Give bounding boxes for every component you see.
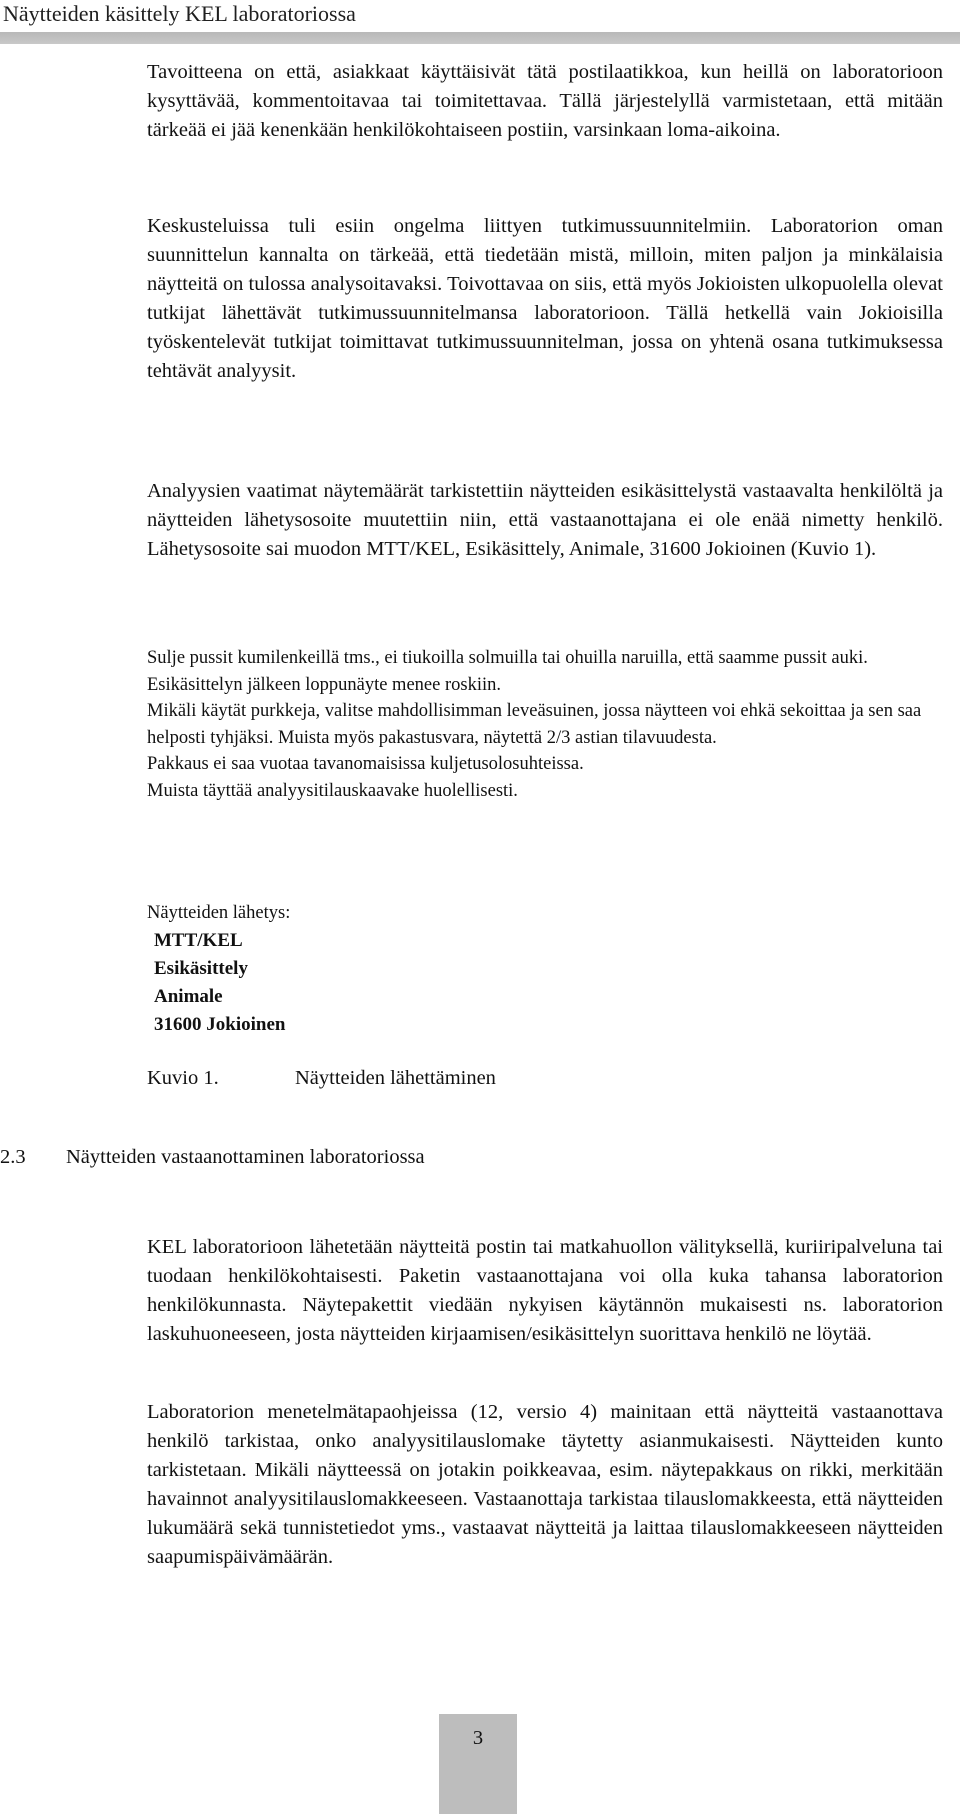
paragraph-reception-checks: Laboratorion menetelmätapaohjeissa (12, versio 4) mainitaan että näytteitä vastaanottava henkilö tarkistaa, onko analyysitilauslomake täytetty asianmukaisesti. Näytteiden kunto tarkistetaan. Mikäli näytteessä on jotakin poikkeavaa, esim. näytepakkaus on rikki, merkitään havainnot analyysitilauslomakkeeseen. Vastaanottaja tarkistaa tilauslomakkeesta, että näytteiden lukumäärä sekä tunnistetiedot yms., vastaavat näytteitä ja laittaa tilauslomakkeeseen näytteiden saapumispäivämäärän. [147,1401,943,1568]
paragraph-sample-delivery: KEL laboratorioon lähetetään näytteitä postin tai matkahuollon välityksellä, kuriiripalveluna tai tuodaan henkilökohtaisesti. Paketin vastaanottajana voi olla kuka tahansa laboratorion henkilökunnasta. Näytepakettit viedään nykyisen käytännön mukaisesti ns. laboratorion laskuhuoneeseen, josta näytteiden kirjaamisen/esikäsittelyn suorittava henkilö ne löytää. [147,1236,943,1345]
instruction-line: Sulje pussit kumilenkeillä tms., ei tiukoilla solmuilla tai ohuilla naruilla, että saamme pussit auki. [147,648,868,668]
address-line: Esikäsittely [154,958,248,979]
header-title: Näytteiden käsittely KEL laboratoriossa [3,1,356,26]
paragraph-postbox-goal: Tavoitteena on että, asiakkaat käyttäisivät tätä postilaatikkoa, kun heillä on laboratorioon kysyttävää, kommentoitavaa tai toimitettavaa. Tällä järjestelyllä varmistetaan, että mitään tärkeää ei jää kenenkään henkilökohtaiseen postiin, varsinkaan loma-aikoina. [147,61,943,141]
section-number: 2.3 [0,1146,26,1168]
figure-title: Näytteiden lähettäminen [295,1067,496,1089]
shipping-instructions [147,645,947,804]
paragraph-research-plans: Keskusteluissa tuli esiin ongelma liittyen tutkimussuunnitelmiin. Laboratorion oman suunnittelun kannalta on tärkeää, että tiedetään mistä, milloin, miten paljon ja minkälaisia näytteitä on tulossa analysoitavaksi. Toivottavaa on siis, että myös Jokioisten ulkopuolella olevat tutkijat lähettävät tutkimussuunnitelmansa laboratorioon. Tällä hetkellä vain Jokioisilla työskentelevät tutkijat toimittavat tutkimussuunnitelman, jossa on yhtenä osana tutkimuksessa tehtävät analyysit. [147,215,943,382]
address-line: 31600 Jokioinen [154,1014,286,1035]
figure-number: Kuvio 1. [147,1067,219,1089]
address-line: Animale [154,986,223,1007]
section-title: Näytteiden vastaanottaminen laboratoriossa [66,1146,425,1168]
instruction-line: Esikäsittelyn jälkeen loppunäyte menee roskiin. [147,674,501,695]
shipping-label: Näytteiden lähetys: [147,903,291,923]
page-number: 3 [472,1727,484,1749]
shipping-address [154,927,285,1039]
page-number-box [439,1714,517,1814]
instruction-line: Mikäli käytät purkkeja, valitse mahdollisimman leveäsuinen, jossa näytteen voi ehkä sekoittaa ja sen saa helposti tyhjäksi. Muista myös pakastusvara, näytettä 2/3 astian tilavuudesta. [147,701,922,748]
paragraph-sample-amounts: Analyysien vaatimat näytemäärät tarkistettiin näytteiden esikäsittelystä vastaavalta henkilöltä ja näytteiden lähetysosoite muutettiin niin, että vastaanottajana ei ole enää nimetty henkilö. Lähetysosoite sai muodon MTT/KEL, Esikäsittely, Animale, 31600 Jokioinen (Kuvio 1). [147,480,943,560]
header-rule [0,32,960,44]
address-line: MTT/KEL [154,930,243,951]
page-header [0,0,960,30]
section-heading [0,1143,425,1171]
figure-caption [147,1064,496,1092]
instruction-line: Pakkaus ei saa vuotaa tavanomaisissa kuljetusolosuhteissa. [147,754,584,774]
instruction-line: Muista täyttää analyysitilauskaavake huolellisesti. [147,780,518,801]
